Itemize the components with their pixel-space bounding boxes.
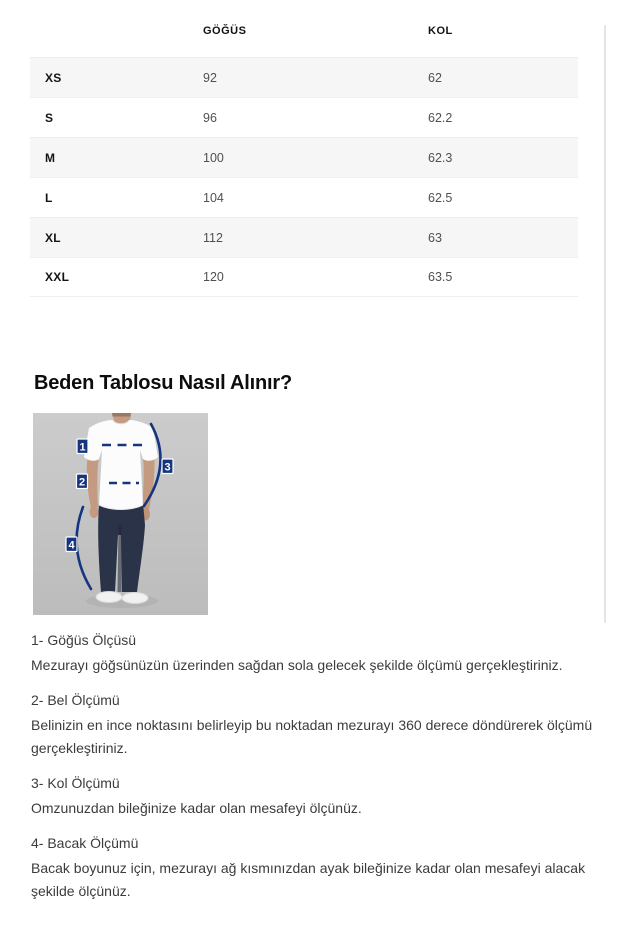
table-row xyxy=(30,97,578,137)
arm-value: 62.3 xyxy=(428,150,453,165)
model-chin-shadow xyxy=(112,413,131,417)
instruction-title: 4- Bacak Ölçümü xyxy=(31,835,139,851)
size-label: M xyxy=(45,150,56,165)
arm-value: 63 xyxy=(428,230,442,245)
badge-4 xyxy=(66,537,77,552)
table-row xyxy=(30,177,578,217)
table-row xyxy=(30,57,578,97)
col-header-chest: GÖĞÜS xyxy=(203,25,247,37)
model-left-shoe xyxy=(96,592,122,603)
instruction-text: Omzunuzdan bileğinize kadar olan mesafeyi ölçünüz. xyxy=(31,800,362,816)
instruction-title: 1- Göğüs Ölçüsü xyxy=(31,632,137,648)
table-row xyxy=(30,217,578,257)
instruction-waist xyxy=(31,689,596,760)
size-label: L xyxy=(45,190,53,205)
svg-text:1: 1 xyxy=(79,441,86,454)
chest-value: 100 xyxy=(203,150,224,165)
measurement-instructions xyxy=(31,629,596,915)
instruction-text: Belinizin en ince noktasını belirleyip bu noktadan mezurayı 360 derece döndürerek ölçümü xyxy=(31,717,593,733)
arm-value: 63.5 xyxy=(428,270,453,284)
chest-value: 104 xyxy=(203,190,224,205)
chest-value: 92 xyxy=(203,70,217,85)
size-label: XL xyxy=(45,230,61,245)
measurement-figure-svg xyxy=(33,413,208,615)
svg-text:3: 3 xyxy=(164,461,171,474)
chest-value: 120 xyxy=(203,270,224,284)
instruction-leg xyxy=(31,832,596,903)
svg-text:2: 2 xyxy=(78,476,86,489)
chest-value: 112 xyxy=(203,230,223,245)
instruction-chest xyxy=(31,629,596,677)
size-table-header xyxy=(30,18,578,57)
table-row xyxy=(30,257,578,297)
instruction-text: Bacak boyunuz için, mezurayı ağ kısmınızdan ayak bileğinize kadar olan mesafeyi alacak xyxy=(31,860,586,876)
model-left-hand xyxy=(90,506,99,518)
col-header-arm: KOL xyxy=(428,25,453,37)
chest-value: 96 xyxy=(203,110,217,125)
size-label: XS xyxy=(45,70,62,85)
instruction-text: Mezurayı göğsünüzün üzerinden sağdan sola gelecek şekilde ölçümü gerçekleştiriniz. xyxy=(31,657,563,673)
table-row xyxy=(30,137,578,177)
model-right-shoe xyxy=(122,593,148,604)
size-label: S xyxy=(45,110,54,125)
instruction-text: gerçekleştiriniz. xyxy=(31,740,128,756)
badge-1 xyxy=(77,439,88,454)
measurement-figure xyxy=(33,413,208,615)
size-label: XXL xyxy=(45,270,70,284)
arm-value: 62.5 xyxy=(428,190,453,205)
page-right-divider xyxy=(604,25,606,623)
instruction-title: 3- Kol Ölçümü xyxy=(31,775,120,791)
instruction-text: şekilde ölçünüz. xyxy=(31,883,131,899)
instruction-arm xyxy=(31,772,596,820)
badge-2 xyxy=(77,474,88,489)
arm-value: 62.2 xyxy=(428,110,453,125)
instruction-title: 2- Bel Ölçümü xyxy=(31,692,120,708)
svg-text:4: 4 xyxy=(68,539,75,552)
badge-3 xyxy=(162,459,173,474)
arm-value: 62 xyxy=(428,70,442,85)
guide-title: Beden Tablosu Nasıl Alınır? xyxy=(34,372,292,394)
size-table xyxy=(30,18,578,297)
